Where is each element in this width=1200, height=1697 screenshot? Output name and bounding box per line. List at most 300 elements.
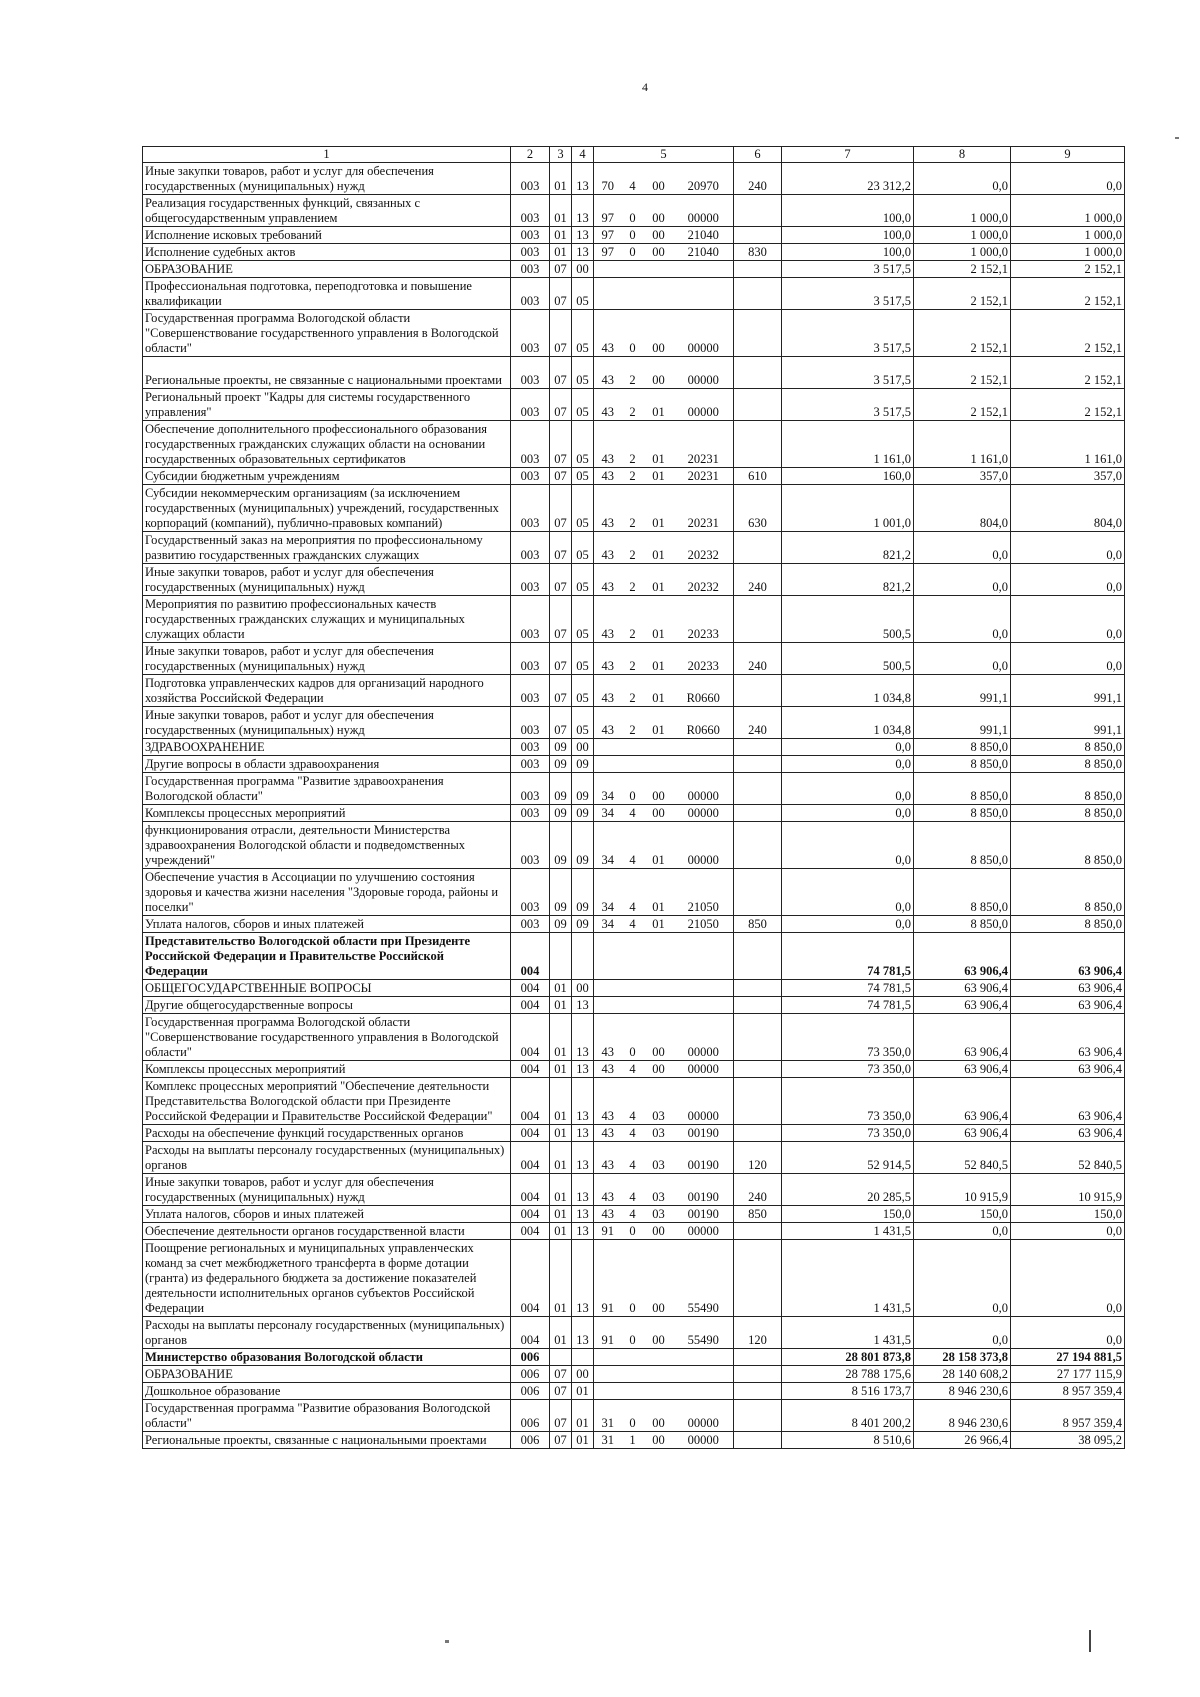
subsection-cell: 05 <box>572 468 594 485</box>
expense-type-cell <box>734 1240 782 1317</box>
subprogram-cell: 0 <box>622 1223 644 1240</box>
row-name-cell: Подготовка управленческих кадров для организаций народного хозяйства Российской Федерации <box>143 675 511 707</box>
expense-type-cell <box>734 1366 782 1383</box>
amount-col9-cell: 991,1 <box>1011 675 1125 707</box>
row-name-cell: Комплекс процессных мероприятий "Обеспечение деятельности Представительства Вологодской области при Президенте Российской Федерации и Правительстве Российской Федерации" <box>143 1078 511 1125</box>
subsection-cell: 13 <box>572 244 594 261</box>
event-cell <box>644 1366 674 1383</box>
expense-type-cell: 240 <box>734 1174 782 1206</box>
subsection-cell: 13 <box>572 1142 594 1174</box>
row-name-cell: Региональные проекты, связанные с национальными проектами <box>143 1432 511 1449</box>
amount-col9-cell: 63 906,4 <box>1011 1061 1125 1078</box>
event-cell: 00 <box>644 805 674 822</box>
amount-col8-cell: 8 946 230,6 <box>914 1383 1011 1400</box>
direction-cell: R0660 <box>674 707 734 739</box>
direction-cell: 00190 <box>674 1125 734 1142</box>
subprogram-cell: 0 <box>622 195 644 227</box>
amount-col9-cell: 0,0 <box>1011 1240 1125 1317</box>
event-cell <box>644 756 674 773</box>
direction-cell <box>674 933 734 980</box>
subprogram-cell: 0 <box>622 1014 644 1061</box>
table-row <box>143 468 1125 485</box>
program-cell: 43 <box>594 1078 622 1125</box>
expense-type-cell <box>734 596 782 643</box>
subprogram-cell: 4 <box>622 822 644 869</box>
section-cell: 09 <box>550 805 572 822</box>
expense-type-cell <box>734 1061 782 1078</box>
direction-cell <box>674 997 734 1014</box>
row-name-cell: Региональные проекты, не связанные с национальными проектами <box>143 357 511 389</box>
program-cell: 43 <box>594 1061 622 1078</box>
amount-col7-cell: 160,0 <box>782 468 914 485</box>
section-cell: 01 <box>550 163 572 195</box>
row-name-cell: Реализация государственных функций, связанных с общегосударственным управлением <box>143 195 511 227</box>
amount-col8-cell: 1 161,0 <box>914 421 1011 468</box>
amount-col9-cell: 8 850,0 <box>1011 805 1125 822</box>
code-cell: 006 <box>511 1383 550 1400</box>
code-cell: 004 <box>511 1206 550 1223</box>
amount-col7-cell: 20 285,5 <box>782 1174 914 1206</box>
section-cell: 07 <box>550 1432 572 1449</box>
event-cell: 01 <box>644 389 674 421</box>
amount-col8-cell: 8 850,0 <box>914 822 1011 869</box>
event-cell: 01 <box>644 485 674 532</box>
subsection-cell: 13 <box>572 1078 594 1125</box>
code-cell: 003 <box>511 468 550 485</box>
amount-col8-cell: 28 158 373,8 <box>914 1349 1011 1366</box>
expense-type-cell <box>734 869 782 916</box>
table-row <box>143 869 1125 916</box>
row-name-cell: Иные закупки товаров, работ и услуг для обеспечения государственных (муниципальных) нужд <box>143 1174 511 1206</box>
direction-cell: 20231 <box>674 485 734 532</box>
subprogram-cell: 2 <box>622 643 644 675</box>
subsection-cell: 05 <box>572 389 594 421</box>
event-cell: 00 <box>644 227 674 244</box>
expense-type-cell <box>734 261 782 278</box>
table-body <box>143 163 1125 1449</box>
direction-cell: 00000 <box>674 805 734 822</box>
row-name-cell: Иные закупки товаров, работ и услуг для обеспечения государственных (муниципальных) нужд <box>143 564 511 596</box>
event-cell: 01 <box>644 675 674 707</box>
direction-cell: 00000 <box>674 1400 734 1432</box>
amount-col9-cell: 0,0 <box>1011 1223 1125 1240</box>
direction-cell <box>674 261 734 278</box>
row-name-cell: Иные закупки товаров, работ и услуг для обеспечения государственных (муниципальных) нужд <box>143 643 511 675</box>
table-row <box>143 195 1125 227</box>
subsection-cell: 09 <box>572 773 594 805</box>
program-cell: 43 <box>594 1142 622 1174</box>
row-name-cell: Другие общегосударственные вопросы <box>143 997 511 1014</box>
amount-col7-cell: 821,2 <box>782 532 914 564</box>
amount-col7-cell: 1 034,8 <box>782 707 914 739</box>
amount-col8-cell: 0,0 <box>914 1240 1011 1317</box>
amount-col7-cell: 1 001,0 <box>782 485 914 532</box>
row-name-cell: Министерство образования Вологодской области <box>143 1349 511 1366</box>
code-cell: 006 <box>511 1366 550 1383</box>
subsection-cell: 05 <box>572 596 594 643</box>
expense-type-cell <box>734 278 782 310</box>
amount-col9-cell: 2 152,1 <box>1011 389 1125 421</box>
program-cell: 43 <box>594 485 622 532</box>
event-cell: 01 <box>644 707 674 739</box>
subsection-cell <box>572 933 594 980</box>
amount-col8-cell: 1 000,0 <box>914 244 1011 261</box>
section-cell: 07 <box>550 596 572 643</box>
amount-col8-cell: 63 906,4 <box>914 1125 1011 1142</box>
amount-col7-cell: 74 781,5 <box>782 980 914 997</box>
subprogram-cell <box>622 1349 644 1366</box>
subprogram-cell: 2 <box>622 468 644 485</box>
subprogram-cell: 2 <box>622 421 644 468</box>
table-row <box>143 980 1125 997</box>
subprogram-cell: 4 <box>622 1174 644 1206</box>
program-cell <box>594 933 622 980</box>
direction-cell: 00000 <box>674 195 734 227</box>
row-name-cell: ОБРАЗОВАНИЕ <box>143 1366 511 1383</box>
expense-type-cell <box>734 1383 782 1400</box>
section-cell: 01 <box>550 1240 572 1317</box>
code-cell: 006 <box>511 1432 550 1449</box>
program-cell: 43 <box>594 468 622 485</box>
program-cell: 34 <box>594 805 622 822</box>
expense-type-cell: 830 <box>734 244 782 261</box>
program-cell: 43 <box>594 532 622 564</box>
code-cell: 006 <box>511 1349 550 1366</box>
subprogram-cell <box>622 1383 644 1400</box>
section-cell: 01 <box>550 1125 572 1142</box>
subsection-cell: 13 <box>572 1125 594 1142</box>
direction-cell: 55490 <box>674 1317 734 1349</box>
direction-cell: 00190 <box>674 1174 734 1206</box>
row-name-cell: Представительство Вологодской области при Президенте Российской Федерации и Правительстве Российской Федерации <box>143 933 511 980</box>
subsection-cell: 13 <box>572 227 594 244</box>
program-cell: 97 <box>594 244 622 261</box>
table-row <box>143 485 1125 532</box>
subprogram-cell: 2 <box>622 485 644 532</box>
row-name-cell: Уплата налогов, сборов и иных платежей <box>143 916 511 933</box>
section-cell: 07 <box>550 1400 572 1432</box>
subsection-cell: 05 <box>572 485 594 532</box>
amount-col7-cell: 0,0 <box>782 916 914 933</box>
amount-col9-cell: 357,0 <box>1011 468 1125 485</box>
amount-col8-cell: 63 906,4 <box>914 933 1011 980</box>
direction-cell: R0660 <box>674 675 734 707</box>
section-cell <box>550 1349 572 1366</box>
expense-type-cell: 610 <box>734 468 782 485</box>
amount-col7-cell: 0,0 <box>782 773 914 805</box>
subprogram-cell: 4 <box>622 1061 644 1078</box>
amount-col9-cell: 2 152,1 <box>1011 310 1125 357</box>
subprogram-cell: 0 <box>622 310 644 357</box>
subsection-cell: 13 <box>572 1317 594 1349</box>
subprogram-cell <box>622 933 644 980</box>
amount-col7-cell: 73 350,0 <box>782 1125 914 1142</box>
direction-cell: 00000 <box>674 822 734 869</box>
row-name-cell: Государственная программа "Развитие образования Вологодской области" <box>143 1400 511 1432</box>
section-cell: 07 <box>550 261 572 278</box>
subsection-cell: 05 <box>572 278 594 310</box>
row-name-cell: Другие вопросы в области здравоохранения <box>143 756 511 773</box>
section-cell: 07 <box>550 421 572 468</box>
row-name-cell: Расходы на выплаты персоналу государственных (муниципальных) органов <box>143 1317 511 1349</box>
code-cell: 004 <box>511 1014 550 1061</box>
subsection-cell: 00 <box>572 980 594 997</box>
amount-col7-cell: 74 781,5 <box>782 933 914 980</box>
event-cell: 01 <box>644 421 674 468</box>
amount-col9-cell: 8 850,0 <box>1011 739 1125 756</box>
table-row <box>143 1240 1125 1317</box>
subsection-cell: 05 <box>572 643 594 675</box>
event-cell: 00 <box>644 244 674 261</box>
amount-col8-cell: 26 966,4 <box>914 1432 1011 1449</box>
program-cell <box>594 1366 622 1383</box>
subsection-cell: 00 <box>572 739 594 756</box>
program-cell: 43 <box>594 310 622 357</box>
table-row <box>143 1061 1125 1078</box>
direction-cell <box>674 1383 734 1400</box>
direction-cell: 00190 <box>674 1142 734 1174</box>
amount-col7-cell: 8 516 173,7 <box>782 1383 914 1400</box>
table-row <box>143 916 1125 933</box>
code-cell: 003 <box>511 485 550 532</box>
program-cell: 43 <box>594 643 622 675</box>
header-col-2: 2 <box>511 147 550 163</box>
amount-col8-cell: 2 152,1 <box>914 278 1011 310</box>
program-cell: 43 <box>594 707 622 739</box>
direction-cell: 55490 <box>674 1240 734 1317</box>
subsection-cell: 13 <box>572 163 594 195</box>
amount-col9-cell: 1 000,0 <box>1011 227 1125 244</box>
expense-type-cell: 120 <box>734 1142 782 1174</box>
amount-col8-cell: 63 906,4 <box>914 980 1011 997</box>
amount-col9-cell: 8 957 359,4 <box>1011 1383 1125 1400</box>
section-cell: 07 <box>550 675 572 707</box>
code-cell: 003 <box>511 739 550 756</box>
table-row <box>143 357 1125 389</box>
amount-col8-cell: 150,0 <box>914 1206 1011 1223</box>
direction-cell: 20233 <box>674 596 734 643</box>
expense-type-cell <box>734 421 782 468</box>
table-row <box>143 163 1125 195</box>
table-row <box>143 1142 1125 1174</box>
amount-col8-cell: 8 850,0 <box>914 805 1011 822</box>
event-cell: 00 <box>644 1317 674 1349</box>
amount-col7-cell: 1 431,5 <box>782 1240 914 1317</box>
direction-cell: 00000 <box>674 1078 734 1125</box>
section-cell: 01 <box>550 1174 572 1206</box>
scan-dot-mark <box>445 1640 449 1643</box>
amount-col9-cell: 8 957 359,4 <box>1011 1400 1125 1432</box>
amount-col7-cell: 3 517,5 <box>782 278 914 310</box>
expense-type-cell <box>734 1223 782 1240</box>
amount-col7-cell: 0,0 <box>782 756 914 773</box>
amount-col9-cell: 991,1 <box>1011 707 1125 739</box>
program-cell: 31 <box>594 1400 622 1432</box>
direction-cell <box>674 1349 734 1366</box>
amount-col8-cell: 52 840,5 <box>914 1142 1011 1174</box>
amount-col9-cell: 0,0 <box>1011 564 1125 596</box>
section-cell: 01 <box>550 997 572 1014</box>
amount-col9-cell: 1 000,0 <box>1011 244 1125 261</box>
expense-type-cell <box>734 805 782 822</box>
subprogram-cell: 2 <box>622 532 644 564</box>
expense-type-cell <box>734 1125 782 1142</box>
section-cell: 07 <box>550 1383 572 1400</box>
row-name-cell: ЗДРАВООХРАНЕНИЕ <box>143 739 511 756</box>
direction-cell: 20232 <box>674 532 734 564</box>
amount-col7-cell: 8 401 200,2 <box>782 1400 914 1432</box>
code-cell: 003 <box>511 310 550 357</box>
code-cell: 006 <box>511 1400 550 1432</box>
amount-col9-cell: 52 840,5 <box>1011 1142 1125 1174</box>
section-cell: 01 <box>550 244 572 261</box>
subprogram-cell: 4 <box>622 1142 644 1174</box>
row-name-cell: ОБЩЕГОСУДАРСТВЕННЫЕ ВОПРОСЫ <box>143 980 511 997</box>
code-cell: 004 <box>511 1125 550 1142</box>
event-cell: 00 <box>644 1061 674 1078</box>
section-cell: 09 <box>550 756 572 773</box>
expense-type-cell <box>734 357 782 389</box>
table-row <box>143 1349 1125 1366</box>
row-name-cell: ОБРАЗОВАНИЕ <box>143 261 511 278</box>
subprogram-cell: 2 <box>622 675 644 707</box>
subprogram-cell <box>622 756 644 773</box>
section-cell: 01 <box>550 1317 572 1349</box>
table-row <box>143 1206 1125 1223</box>
amount-col7-cell: 3 517,5 <box>782 357 914 389</box>
direction-cell: 00000 <box>674 389 734 421</box>
section-cell: 07 <box>550 468 572 485</box>
row-name-cell: Иные закупки товаров, работ и услуг для обеспечения государственных (муниципальных) нужд <box>143 707 511 739</box>
section-cell: 07 <box>550 707 572 739</box>
code-cell: 003 <box>511 261 550 278</box>
section-cell: 07 <box>550 485 572 532</box>
amount-col7-cell: 1 161,0 <box>782 421 914 468</box>
direction-cell: 00000 <box>674 310 734 357</box>
table-row <box>143 564 1125 596</box>
amount-col9-cell: 38 095,2 <box>1011 1432 1125 1449</box>
header-col-1: 1 <box>143 147 511 163</box>
event-cell: 00 <box>644 773 674 805</box>
row-name-cell: Дошкольное образование <box>143 1383 511 1400</box>
section-cell: 01 <box>550 1142 572 1174</box>
header-col-5: 5 <box>594 147 734 163</box>
amount-col8-cell: 2 152,1 <box>914 389 1011 421</box>
code-cell: 004 <box>511 1240 550 1317</box>
subprogram-cell: 4 <box>622 869 644 916</box>
subsection-cell: 01 <box>572 1383 594 1400</box>
amount-col7-cell: 0,0 <box>782 822 914 869</box>
section-cell: 01 <box>550 980 572 997</box>
amount-col8-cell: 357,0 <box>914 468 1011 485</box>
subsection-cell: 05 <box>572 707 594 739</box>
row-name-cell: Государственный заказ на мероприятия по профессиональному развитию государственных гражданских служащих <box>143 532 511 564</box>
table-row <box>143 1383 1125 1400</box>
header-col-6: 6 <box>734 147 782 163</box>
amount-col7-cell: 0,0 <box>782 805 914 822</box>
event-cell: 01 <box>644 596 674 643</box>
amount-col8-cell: 0,0 <box>914 163 1011 195</box>
program-cell: 43 <box>594 564 622 596</box>
expense-type-cell: 240 <box>734 707 782 739</box>
amount-col8-cell: 63 906,4 <box>914 997 1011 1014</box>
table-row <box>143 261 1125 278</box>
table-row <box>143 997 1125 1014</box>
table-row <box>143 933 1125 980</box>
code-cell: 003 <box>511 278 550 310</box>
code-cell: 004 <box>511 933 550 980</box>
header-col-4: 4 <box>572 147 594 163</box>
amount-col9-cell: 0,0 <box>1011 532 1125 564</box>
amount-col8-cell: 1 000,0 <box>914 195 1011 227</box>
program-cell <box>594 261 622 278</box>
expense-type-cell <box>734 195 782 227</box>
amount-col7-cell: 500,5 <box>782 596 914 643</box>
program-cell <box>594 980 622 997</box>
direction-cell: 00000 <box>674 357 734 389</box>
row-name-cell: Субсидии бюджетным учреждениям <box>143 468 511 485</box>
subprogram-cell: 4 <box>622 1125 644 1142</box>
section-cell: 07 <box>550 310 572 357</box>
subprogram-cell: 0 <box>622 1400 644 1432</box>
event-cell <box>644 1349 674 1366</box>
subprogram-cell: 0 <box>622 1240 644 1317</box>
code-cell: 003 <box>511 916 550 933</box>
subprogram-cell: 2 <box>622 707 644 739</box>
amount-col8-cell: 63 906,4 <box>914 1061 1011 1078</box>
table-row <box>143 227 1125 244</box>
subsection-cell: 13 <box>572 195 594 227</box>
code-cell: 004 <box>511 980 550 997</box>
code-cell: 004 <box>511 997 550 1014</box>
amount-col7-cell: 500,5 <box>782 643 914 675</box>
direction-cell: 00000 <box>674 773 734 805</box>
amount-col9-cell: 150,0 <box>1011 1206 1125 1223</box>
amount-col7-cell: 1 431,5 <box>782 1317 914 1349</box>
program-cell: 43 <box>594 1174 622 1206</box>
direction-cell: 20233 <box>674 643 734 675</box>
table-row <box>143 739 1125 756</box>
amount-col9-cell: 804,0 <box>1011 485 1125 532</box>
subsection-cell: 09 <box>572 916 594 933</box>
code-cell: 003 <box>511 805 550 822</box>
code-cell: 004 <box>511 1317 550 1349</box>
event-cell <box>644 980 674 997</box>
row-name-cell: Расходы на выплаты персоналу государственных (муниципальных) органов <box>143 1142 511 1174</box>
amount-col7-cell: 150,0 <box>782 1206 914 1223</box>
row-name-cell: Иные закупки товаров, работ и услуг для обеспечения государственных (муниципальных) нужд <box>143 163 511 195</box>
amount-col8-cell: 8 850,0 <box>914 756 1011 773</box>
program-cell: 97 <box>594 227 622 244</box>
subprogram-cell: 0 <box>622 773 644 805</box>
amount-col8-cell: 28 140 608,2 <box>914 1366 1011 1383</box>
code-cell: 003 <box>511 773 550 805</box>
table-row <box>143 822 1125 869</box>
code-cell: 003 <box>511 532 550 564</box>
code-cell: 003 <box>511 675 550 707</box>
amount-col7-cell: 100,0 <box>782 244 914 261</box>
direction-cell: 20232 <box>674 564 734 596</box>
direction-cell: 21050 <box>674 916 734 933</box>
amount-col8-cell: 2 152,1 <box>914 310 1011 357</box>
subsection-cell: 05 <box>572 357 594 389</box>
program-cell: 43 <box>594 357 622 389</box>
program-cell: 70 <box>594 163 622 195</box>
header-col-9: 9 <box>1011 147 1125 163</box>
subprogram-cell: 2 <box>622 596 644 643</box>
amount-col7-cell: 28 801 873,8 <box>782 1349 914 1366</box>
program-cell: 43 <box>594 596 622 643</box>
